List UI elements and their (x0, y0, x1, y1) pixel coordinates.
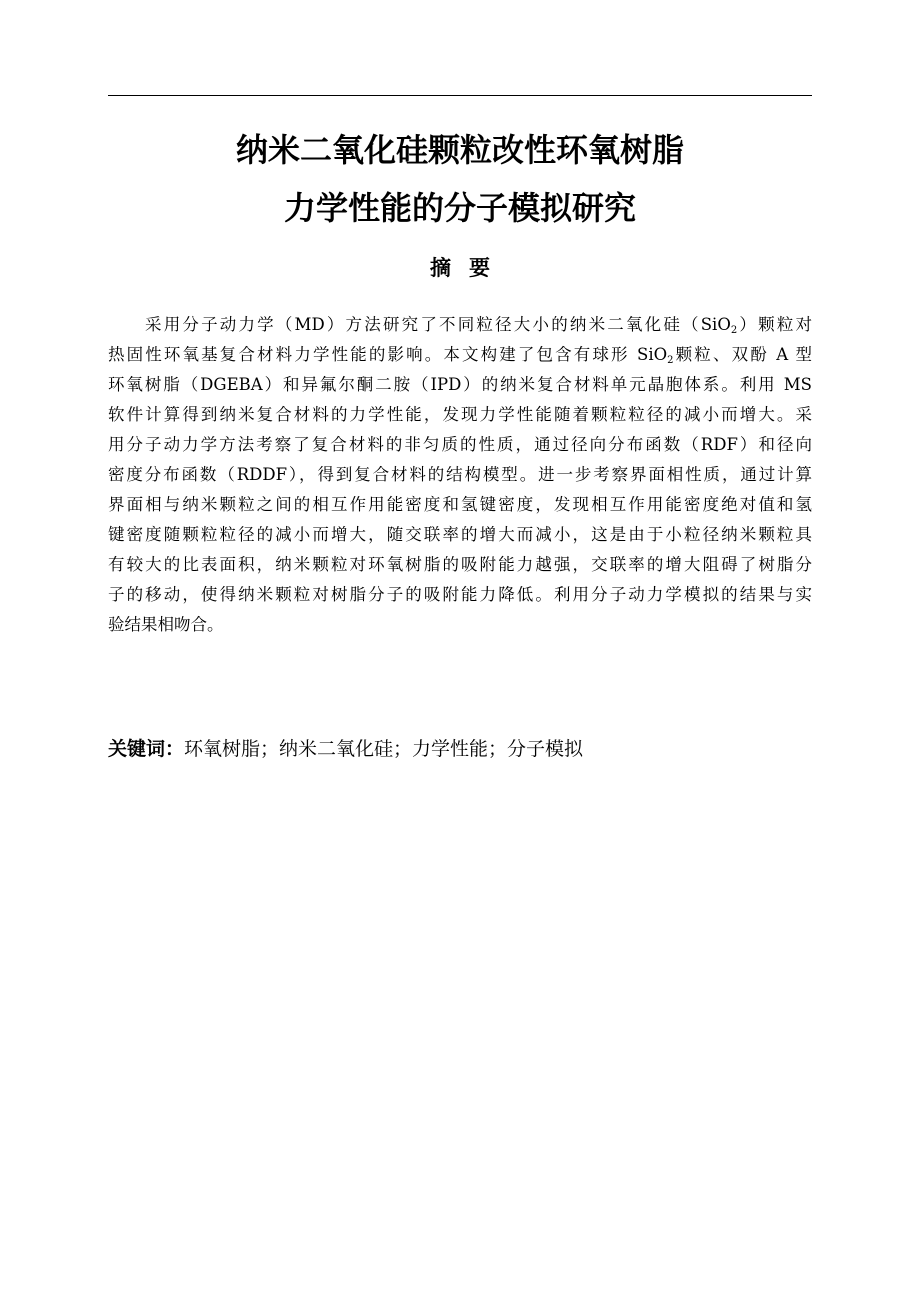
paper-title (108, 127, 812, 231)
title-line-1: 纳米二氧化硅颗粒改性环氧树脂 (235, 131, 684, 169)
abstract-line: 密度分布函数（RDDF），得到复合材料的结构模型。进一步考察界面相性质，通过计算 (108, 465, 812, 484)
abstract-line: 热固性环氧基复合材料力学性能的影响。本文构建了包含有球形 SiO$_2$颗粒、双酚 A 型 (108, 345, 813, 366)
abstract-line: 验结果相吻合。 (108, 615, 224, 634)
header-rule (108, 95, 812, 96)
abstract-heading: 摘要 (430, 256, 508, 280)
keywords (108, 734, 812, 764)
abstract-line: 环氧树脂（DGEBA）和异氟尔酮二胺（IPD）的纳米复合材料单元晶胞体系。利用 MS (108, 375, 812, 394)
abstract-body (108, 310, 812, 640)
keywords-text: 环氧树脂；纳米二氧化硅；力学性能；分子模拟 (184, 738, 584, 760)
abstract-line: 用分子动力学方法考察了复合材料的非匀质的性质，通过径向分布函数（RDF）和径向 (108, 435, 812, 454)
abstract-line: 键密度随颗粒粒径的减小而增大，随交联率的增大而减小，这是由于小粒径纳米颗粒具 (108, 525, 812, 544)
subscript: 2 (667, 355, 674, 366)
abstract-line: 界面相与纳米颗粒之间的相互作用能密度和氢键密度，发现相互作用能密度绝对值和氢 (108, 495, 812, 514)
title-line-2: 力学性能的分子模拟研究 (283, 189, 636, 227)
abstract-line: 子的移动，使得纳米颗粒对树脂分子的吸附能力降低。利用分子动力学模拟的结果与实 (108, 585, 812, 604)
abstract-line: 软件计算得到纳米复合材料的力学性能，发现力学性能随着颗粒粒径的减小而增大。采 (108, 405, 812, 424)
abstract-line: 采用分子动力学（MD）方法研究了不同粒径大小的纳米二氧化硅（SiO$_2$）颗粒对 (145, 315, 813, 336)
subscript: 2 (730, 325, 738, 336)
keywords-label: 关键词： (108, 738, 185, 760)
abstract-line: 有较大的比表面积，纳米颗粒对环氧树脂的吸附能力越强，交联率的增大阻碍了树脂分 (108, 555, 812, 574)
